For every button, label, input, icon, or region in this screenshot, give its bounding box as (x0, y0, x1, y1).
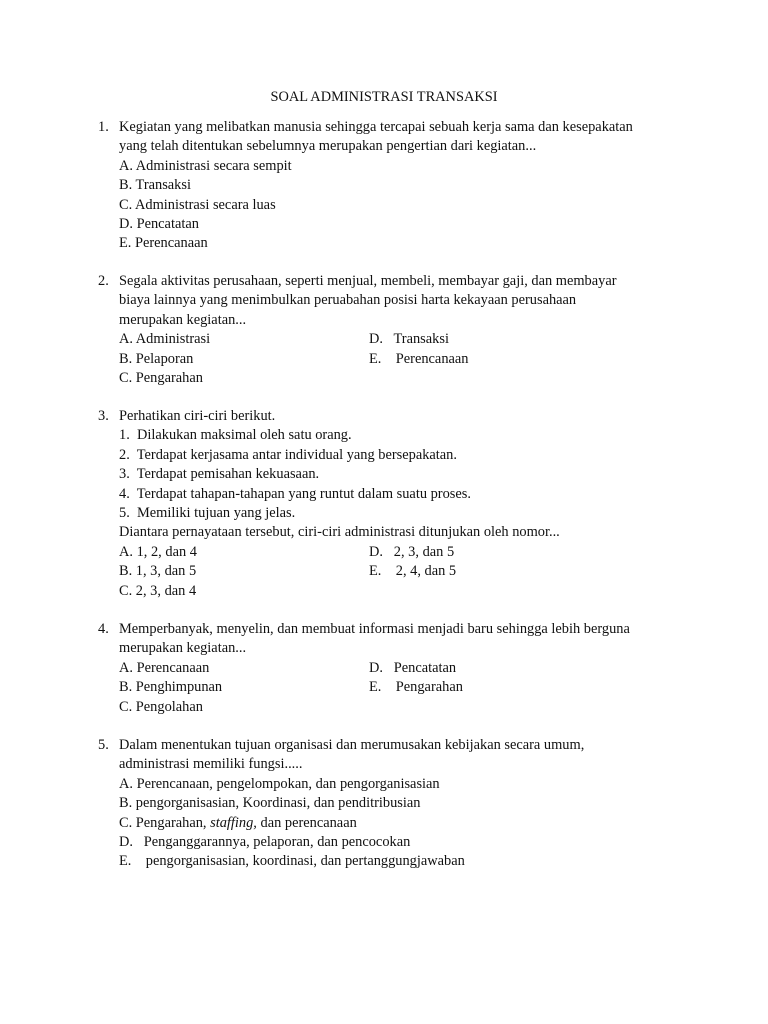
option-c-suffix: dan perencanaan (256, 814, 357, 831)
question-text: Memperbanyak, menyelin, dan membuat informasi menjadi baru sehingga lebih berguna (119, 621, 630, 637)
option-b: B. 1, 3, dan 5 (119, 563, 197, 580)
option-row (119, 659, 679, 678)
question-body (119, 736, 679, 872)
option-a: A. Perencanaan (119, 659, 210, 676)
question-text: yang telah ditentukan sebelumnya merupakan pengertian dari kegiatan... (119, 138, 537, 155)
option-row (119, 543, 679, 562)
question-number: 2. (98, 273, 109, 289)
option-c: C. 2, 3, dan 4 (119, 582, 197, 599)
question-number: 4. (98, 621, 109, 637)
question-text: administrasi memiliki fungsi..... (119, 756, 303, 773)
statement-item: 2. Terdapat kerjasama antar individual yang bersepakatan. (119, 446, 457, 463)
page-title: SOAL ADMINISTRASI TRANSAKSI (270, 89, 498, 105)
option-c: C. Pengolahan (119, 698, 203, 715)
option-e: E. Perencanaan (369, 350, 469, 367)
option-b: B. Penghimpunan (119, 679, 223, 696)
option-c: C. Administrasi secara luas (119, 196, 276, 213)
question-prompt: Diantara pernayataan tersebut, ciri-ciri administrasi ditunjukan oleh nomor... (119, 524, 560, 541)
option-e: E. 2, 4, dan 5 (369, 563, 457, 580)
statement-item: 4. Terdapat tahapan-tahapan yang runtut dalam suatu proses. (119, 485, 471, 502)
question-number: 3. (98, 408, 109, 424)
question-body (119, 620, 679, 717)
question-number: 5. (98, 737, 109, 753)
option-b: B. Transaksi (119, 177, 191, 194)
option-c (119, 814, 679, 833)
question-text: merupakan kegiatan... (119, 640, 247, 657)
question-body (119, 407, 679, 601)
option-b: B. pengorganisasian, Koordinasi, dan penditribusian (119, 795, 421, 812)
option-row (119, 678, 679, 697)
question-text: merupakan kegiatan... (119, 311, 247, 328)
question-text: Segala aktivitas perusahaan, seperti menjual, membeli, membayar gaji, dan membayar (119, 273, 617, 289)
question-body (119, 272, 679, 388)
option-c-italic: staffing, (210, 814, 257, 831)
option-a: A. 1, 2, dan 4 (119, 543, 197, 560)
question-text: Dalam menentukan tujuan organisasi dan merumusakan kebijakan secara umum, (119, 737, 585, 753)
option-row (119, 330, 679, 349)
option-d: D. Transaksi (369, 331, 449, 348)
option-a: A. Administrasi secara sempit (119, 157, 292, 174)
question-body (119, 118, 679, 254)
option-row (119, 562, 679, 581)
option-a: A. Perencanaan, pengelompokan, dan pengorganisasian (119, 775, 440, 792)
option-row (119, 350, 679, 369)
question-text: biaya lainnya yang menimbulkan peruabahan posisi harta kekayaan perusahaan (119, 292, 577, 309)
option-b: B. Pelaporan (119, 350, 194, 367)
option-e: E. Perencanaan (119, 235, 208, 252)
option-e: E. pengorganisasian, koordinasi, dan pertanggungjawaban (119, 853, 465, 870)
statement-item: 3. Terdapat pemisahan kekuasaan. (119, 466, 320, 483)
statement-item: 5. Memiliki tujuan yang jelas. (119, 504, 296, 521)
option-d: D. 2, 3, dan 5 (369, 543, 455, 560)
statement-item: 1. Dilakukan maksimal oleh satu orang. (119, 427, 352, 444)
option-d: D. Pencatatan (119, 215, 199, 232)
question-text: Kegiatan yang melibatkan manusia sehingga tercapai sebuah kerja sama dan kesepakatan (119, 119, 633, 135)
question-number: 1. (98, 119, 109, 135)
question-text: Perhatikan ciri-ciri berikut. (119, 408, 276, 424)
option-c-prefix: C. Pengarahan, (119, 814, 211, 831)
option-d: D. Penganggarannya, pelaporan, dan pencocokan (119, 833, 411, 850)
option-a: A. Administrasi (119, 331, 211, 348)
option-e: E. Pengarahan (369, 679, 463, 696)
option-d: D. Pencatatan (369, 659, 457, 676)
option-c: C. Pengarahan (119, 369, 203, 386)
